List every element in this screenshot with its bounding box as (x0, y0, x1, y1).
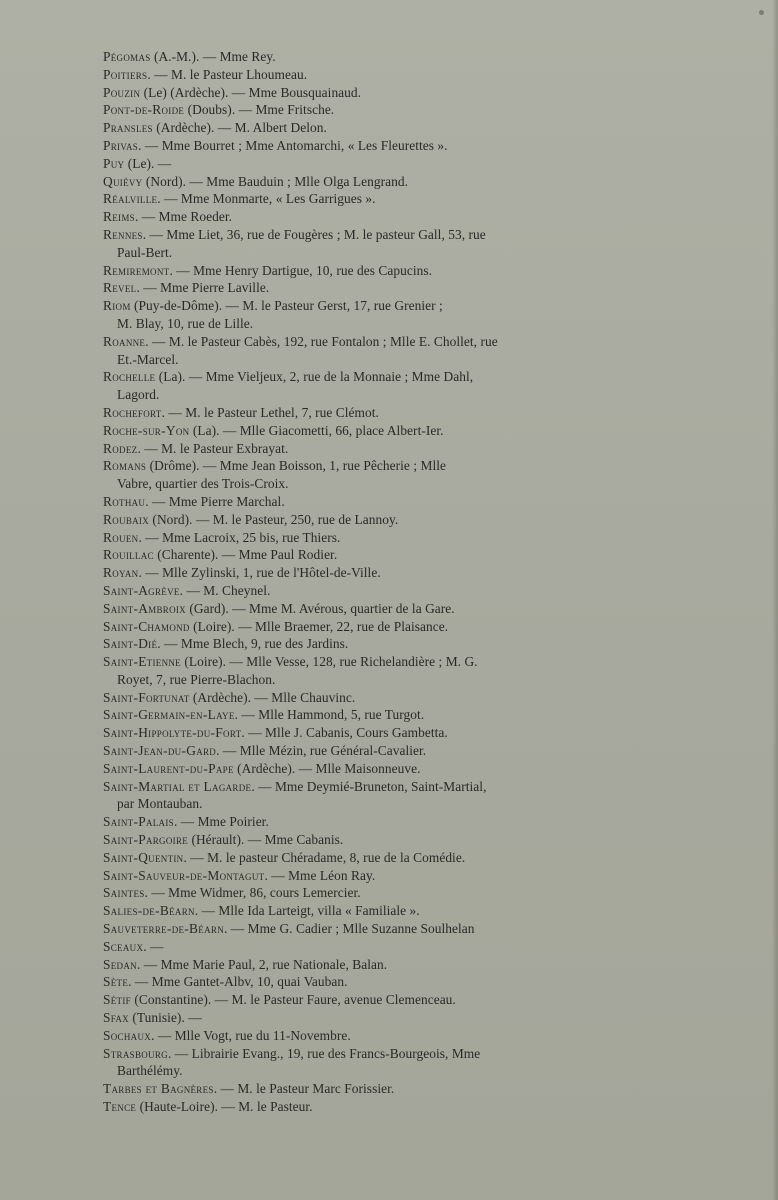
entry-place: Rothau (103, 493, 146, 509)
directory-entry (105, 529, 630, 547)
entry-details: . — Mme Gantet-Albv, 10, quai Vauban. (128, 974, 348, 990)
directory-entry (105, 84, 630, 102)
entry-details: (Ardèche). — M. Albert Delon. (152, 120, 327, 136)
entry-details: (Loire). — Mlle Vesse, 128, rue Richelandière ; M. G. (180, 654, 478, 670)
entry-details: (Loire). — Mlle Braemer, 22, rue de Plaisance. (189, 618, 449, 634)
page-edge-shadow (772, 0, 778, 1200)
directory-entry (105, 457, 630, 493)
entry-details: (Le). — (124, 155, 172, 171)
entry-place: Saint-Agrève (103, 582, 180, 598)
entry-details: (Charente). — Mme Paul Rodier. (153, 547, 338, 563)
entry-continuation: Vabre, quartier des Trois-Croix. (117, 476, 289, 492)
entry-details: (Constantine). — M. le Pasteur Faure, avenue Clemenceau. (130, 992, 456, 1008)
entry-place: Saint-Palais (103, 814, 174, 830)
entry-details: . — Mme Pierre Laville. (136, 280, 270, 296)
directory-entry (105, 262, 630, 280)
directory-list (105, 48, 630, 1116)
entry-details: . — M. le pasteur Chéradame, 8, rue de la Comédie. (183, 849, 466, 865)
entry-place: Tence (103, 1099, 137, 1115)
directory-entry (105, 813, 630, 831)
entry-place: Saint-Quentin (103, 849, 184, 865)
entry-details: . — M. le Pasteur Exbrayat. (137, 440, 289, 456)
entry-place: Saint-Chamond (103, 618, 190, 634)
entry-details: . — Mlle Zylinski, 1, rue de l'Hôtel-de-Ville. (138, 565, 381, 581)
entry-continuation: Lagord. (117, 387, 160, 403)
entry-place: Saint-Sauveur-de-Montagut (103, 867, 265, 883)
entry-place: Saint-Laurent-du-Pape (103, 760, 234, 776)
entry-details: . — M. le Pasteur Lhoumeau. (147, 66, 308, 82)
entry-place: Saint-Ambroix (103, 600, 186, 616)
entry-place: Pégomas (103, 49, 151, 64)
entry-details: . — Mlle Hammond, 5, rue Turgot. (234, 707, 425, 723)
entry-details: . — Mlle Mézin, rue Général-Cavalier. (216, 743, 427, 759)
entry-continuation: Barthélémy. (117, 1063, 183, 1079)
entry-details: (Drôme). — Mme Jean Boisson, 1, rue Pêcherie ; Mlle (146, 458, 446, 474)
directory-entry (105, 440, 630, 458)
entry-place: Saint-Etienne (103, 654, 181, 670)
directory-entry (105, 778, 630, 814)
entry-place: Strasbourg (103, 1045, 168, 1061)
directory-entry (105, 956, 630, 974)
directory-entry (105, 155, 630, 173)
directory-entry (105, 831, 630, 849)
entry-place: Roche-sur-Yon (103, 422, 190, 438)
directory-entry (105, 404, 630, 422)
entry-place: Roubaix (103, 511, 150, 527)
entry-details: . — Mlle Vogt, rue du 11-Novembre. (151, 1027, 351, 1043)
entry-details: (Hérault). — Mme Cabanis. (188, 832, 344, 848)
directory-entry (105, 190, 630, 208)
entry-place: Roanne (103, 333, 146, 349)
entry-place: Saint-Pargoire (103, 832, 189, 848)
directory-entry (105, 991, 630, 1009)
directory-entry (105, 333, 630, 369)
directory-entry (105, 101, 630, 119)
directory-entry (105, 1009, 630, 1027)
entry-place: Sceaux (103, 938, 144, 954)
entry-place: Rodez (103, 440, 138, 456)
entry-details: . — Mme Lacroix, 25 bis, rue Thiers. (138, 529, 341, 545)
entry-continuation: Paul-Bert. (117, 244, 173, 260)
directory-entry (105, 279, 630, 297)
entry-place: Pont-de-Roide (103, 102, 185, 118)
entry-details: (Gard). — Mme M. Avérous, quartier de la Gare. (185, 600, 455, 616)
directory-entry (105, 582, 630, 600)
entry-details: (Doubs). — Mme Fritsche. (184, 102, 335, 118)
directory-entry (105, 706, 630, 724)
directory-entry (105, 66, 630, 84)
directory-entry (105, 137, 630, 155)
entry-place: Remiremont (103, 262, 170, 278)
entry-place: Rouillac (103, 547, 154, 563)
entry-details: . — Mme Henry Dartigue, 10, rue des Capucins. (169, 262, 433, 278)
directory-entry (105, 1098, 630, 1116)
entry-details: (La). — Mlle Giacometti, 66, place Albert-Ier. (189, 422, 444, 438)
entry-details: . — Mme Pierre Marchal. (145, 493, 285, 509)
directory-entry (105, 600, 630, 618)
entry-place: Rochefort (103, 404, 162, 420)
directory-entry (105, 724, 630, 742)
entry-place: Saint-Dié (103, 636, 158, 652)
entry-details: (Tunisie). — (128, 1010, 202, 1026)
directory-entry (105, 119, 630, 137)
directory-entry (105, 48, 630, 66)
entry-place: Sfax (103, 1010, 129, 1026)
entry-details: . — Mme Monmarte, « Les Garrigues ». (157, 191, 376, 207)
entry-place: Saint-Fortunat (103, 689, 190, 705)
entry-place: Sétif (103, 992, 131, 1008)
entry-place: Saint-Martial et Lagarde (103, 778, 252, 794)
entry-place: Saint-Hippolyte-du-Fort (103, 725, 242, 741)
entry-details: . — M. le Pasteur Cabès, 192, rue Fontalon ; Mlle E. Chollet, rue (145, 333, 498, 349)
directory-entry (105, 1027, 630, 1045)
entry-details: . — Mme Deymié-Bruneton, Saint-Martial, (251, 778, 487, 794)
directory-entry (105, 902, 630, 920)
entry-place: Sète (103, 974, 129, 990)
entry-details: (Haute-Loire). — M. le Pasteur. (136, 1099, 313, 1115)
directory-entry (105, 1045, 630, 1081)
entry-place: Sedan (103, 956, 137, 972)
directory-entry (105, 368, 630, 404)
directory-entry (105, 938, 630, 956)
entry-details: (Nord). — Mme Bauduin ; Mlle Olga Lengrand. (142, 173, 408, 189)
entry-place: Rouen (103, 529, 139, 545)
entry-details: . — Mme Poirier. (173, 814, 269, 830)
entry-place: Privas (103, 137, 139, 153)
entry-details: . — Mme Roeder. (134, 209, 233, 225)
entry-continuation: Royet, 7, rue Pierre-Blachon. (117, 671, 276, 687)
entry-place: Quiévy (103, 173, 143, 189)
entry-details: . — Mme Bourret ; Mme Antomarchi, « Les Fleurettes ». (138, 137, 448, 153)
entry-place: Reims (103, 209, 135, 225)
entry-place: Riom (103, 298, 131, 314)
entry-place: Sauveterre-de-Béarn (103, 921, 224, 937)
entry-details: . — M. le Pasteur Lethel, 7, rue Clémot. (161, 404, 379, 420)
directory-entry (105, 920, 630, 938)
entry-place: Royan (103, 565, 139, 581)
directory-entry (105, 173, 630, 191)
directory-entry (105, 653, 630, 689)
entry-place: Rochelle (103, 369, 156, 385)
directory-entry (105, 564, 630, 582)
entry-place: Saint-Germain-en-Laye (103, 707, 235, 723)
entry-details: (Puy-de-Dôme). — M. le Pasteur Gerst, 17, rue Grenier ; (130, 298, 443, 314)
entry-details: . — Mme G. Cadier ; Mlle Suzanne Soulhelan (224, 921, 475, 937)
entry-details: . — Librairie Evang., 19, rue des Francs-Bourgeois, Mme (167, 1045, 481, 1061)
entry-place: Puy (103, 155, 125, 171)
directory-entry (105, 689, 630, 707)
directory-entry (105, 635, 630, 653)
entry-details: . — M. Cheynel. (179, 582, 271, 598)
directory-entry (105, 867, 630, 885)
entry-place: Pouzin (103, 84, 141, 100)
directory-entry (105, 1080, 630, 1098)
directory-entry (105, 742, 630, 760)
entry-place: Sochaux (103, 1027, 152, 1043)
entry-details: . — Mme Léon Ray. (264, 867, 376, 883)
entry-details: . — Mme Marie Paul, 2, rue Nationale, Balan. (136, 956, 388, 972)
directory-entry (105, 973, 630, 991)
directory-entry (105, 618, 630, 636)
entry-place: Rennes (103, 226, 143, 242)
entry-place: Tarbes et Bagnères (103, 1081, 214, 1097)
entry-details: . — Mlle J. Cabanis, Cours Gambetta. (241, 725, 448, 741)
entry-details: (Nord). — M. le Pasteur, 250, rue de Lannoy. (149, 511, 399, 527)
entry-place: Poitiers (103, 66, 148, 82)
entry-place: Revel (103, 280, 137, 296)
directory-entry (105, 208, 630, 226)
directory-entry (105, 493, 630, 511)
entry-place: Romans (103, 458, 147, 474)
directory-entry (105, 849, 630, 867)
directory-entry (105, 297, 630, 333)
entry-details: (A.-M.). — Mme Rey. (150, 49, 276, 64)
entry-details: . — (143, 938, 164, 954)
entry-details: . — Mme Liet, 36, rue de Fougères ; M. le pasteur Gall, 53, rue (142, 226, 486, 242)
entry-details: (Ardèche). — Mlle Chauvinc. (189, 689, 356, 705)
entry-place: Réalville (103, 191, 158, 207)
entry-details: . — Mme Blech, 9, rue des Jardins. (157, 636, 349, 652)
entry-details: . — Mme Widmer, 86, cours Lemercier. (144, 885, 361, 901)
entry-details: (Le) (Ardèche). — Mme Bousquainaud. (140, 84, 362, 100)
directory-entry (105, 422, 630, 440)
entry-continuation: Et.-Marcel. (117, 351, 179, 367)
entry-continuation: M. Blay, 10, rue de Lille. (117, 315, 254, 331)
directory-entry (105, 226, 630, 262)
entry-details: . — Mlle Ida Larteigt, villa « Familiale ». (194, 903, 420, 919)
entry-details: (La). — Mme Vieljeux, 2, rue de la Monnaie ; Mme Dahl, (155, 369, 474, 385)
entry-place: Saint-Jean-du-Gard (103, 743, 217, 759)
entry-place: Pransles (103, 120, 153, 136)
directory-entry (105, 546, 630, 564)
entry-place: Salies-de-Béarn (103, 903, 195, 919)
directory-entry (105, 884, 630, 902)
directory-entry (105, 760, 630, 778)
entry-details: (Ardèche). — Mlle Maisonneuve. (233, 760, 421, 776)
directory-entry (105, 511, 630, 529)
entry-details: . — M. le Pasteur Marc Forissier. (213, 1081, 395, 1097)
entry-continuation: par Montauban. (117, 796, 203, 812)
corner-mark (759, 10, 764, 15)
entry-place: Saintes (103, 885, 145, 901)
